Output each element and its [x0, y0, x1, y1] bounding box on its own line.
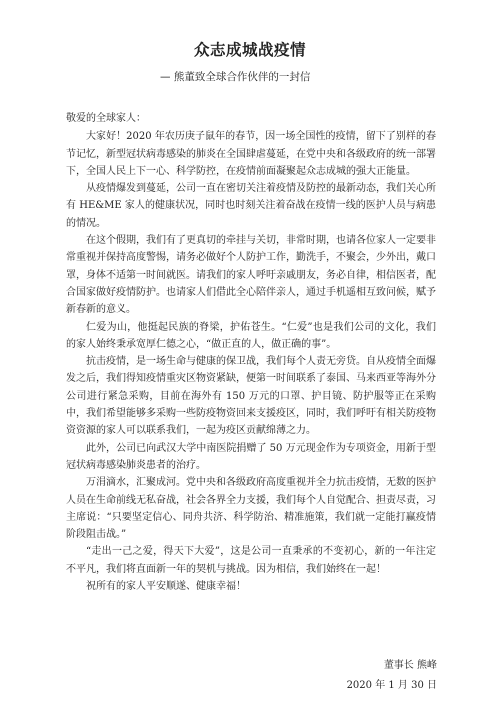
paragraph-4: 仁爱为山，他挺起民族的脊梁，护佑苍生。“仁爱”也是我们公司的文化，我们的家人始终秉承宽厚仁德之心，“做正直的人，做正确的事”。 — [66, 321, 436, 350]
paragraph-3: 在这个假期，我们有了更真切的牵挂与关切，非常时期，也请各位家人一定要非常重视并保持高度警惕，请务必做好个人防护工作，勤洗手，不聚会，少外出，戴口罩，身体不适第一时间就医。请我们的家人呼吁亲戚朋友，务必自律，相信医者，配合国家做好疫情防护。也请家人们借此全心陪伴亲人，通过手机遥相互致问候，赋予新春新的意义。 — [66, 235, 436, 316]
letter-date: 2020 年 1 月 30 日 — [346, 680, 437, 691]
letter-subtitle: — 熊董致全球合作伙伴的一封信 — [160, 71, 311, 83]
paragraph-8: “走出一己之爱，得天下大爱”，这是公司一直秉承的不变初心，新的一年注定不平凡，我们将直面新一年的契机与挑战。因为相信，我们始终在一起！ — [66, 546, 436, 575]
paragraph-5: 抗击疫情，是一场生命与健康的保卫战，我们每个人责无旁贷。自从疫情全面爆发之后，我们得知疫情重灾区物资紧缺，便第一时间联系了泰国、马来西亚等海外分公司进行紧急采购，目前在海外有 150 万元的口罩、护目镜、防护服等正在采购中，我们希望能够多采购一些防疫物资回来支援疫区，同时，我们呼吁有相关防疫物资资源的家人可以联系我们，一起为疫区贡献绵薄之力。 — [66, 356, 436, 437]
paragraph-2: 从疫情爆发到蔓延，公司一直在密切关注着疫情及防控的最新动态，我们关心所有 HE&ME 家人的健康状况，同时也时刻关注着奋战在疫情一线的医护人员与病患的情况。 — [66, 183, 436, 229]
letter-body — [66, 110, 436, 595]
signature: 董事长 熊峰 — [383, 660, 437, 671]
letter-title: 众志成城战疫情 — [193, 40, 306, 59]
paragraph-6: 此外，公司已向武汉大学中南医院捐赠了 50 万元现金作为专项资金，用新于型冠状病毒感染肺炎患者的治疗。 — [66, 442, 436, 471]
closing-wish: 祝所有的家人平安顺遂、健康幸福！ — [86, 581, 246, 593]
salutation: 敬爱的全球家人： — [66, 113, 146, 124]
paragraph-7: 万涓滴水，汇聚成河。党中央和各级政府高度重视并全力抗击疫情，无数的医护人员在生命前线无私奋战，社会各界全力支援，我们每个人自觉配合、担责尽责，习主席说：“只要坚定信心、同舟共济、科学防治、精准施策，我们就一定能打赢疫情阶段阻击战。” — [66, 477, 436, 541]
paragraph-1: 大家好！2020 年农历庚子鼠年的春节，因一场全国性的疫情，留下了别样的春节记忆，新型冠状病毒感染的肺炎在全国肆虐蔓延，在党中央和各级政府的统一部署下，全国人民上下一心、科学防控，在疫情前面凝聚起众志成城的强大正能量。 — [66, 131, 436, 177]
